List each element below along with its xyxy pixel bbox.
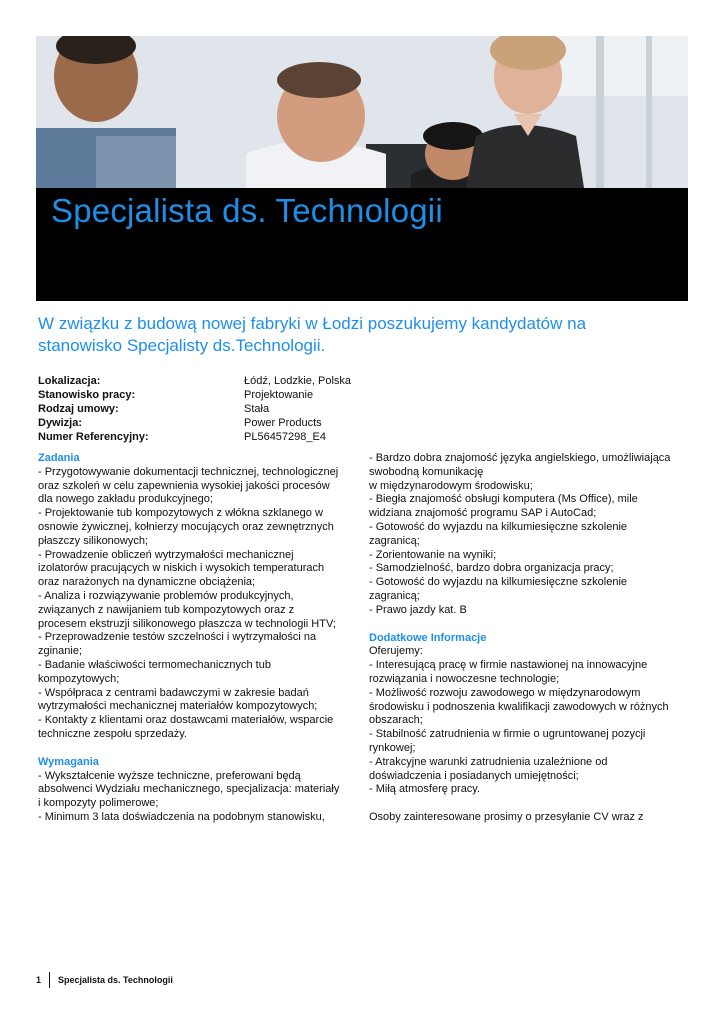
text-line: swobodną komunikację (369, 465, 484, 478)
footer-title: Specjalista ds. Technologii (58, 975, 173, 985)
job-detail-value: Projektowanie (244, 389, 314, 401)
text-line: techniczne zespołu sprzedaży. (38, 727, 187, 740)
job-details-table (38, 374, 351, 444)
text-line: - Wykształcenie wyższe techniczne, preferowani będą (38, 769, 301, 782)
text-line: rynkowej; (369, 741, 416, 754)
footer-divider (49, 972, 50, 988)
right-column (369, 452, 669, 825)
text-line: osnowie żywicznej, kołnierzy mocujących oraz zewnętrznych (38, 520, 334, 533)
lead-paragraph: W związku z budową nowej fabryki w Łodzi poszukujemy kandydatów na stanowisko Specjalisty ds.Technologii. (38, 314, 587, 355)
text-line: procesem ekstruzji silikonowego płaszcza w technologii HTV; (38, 617, 336, 630)
text-line: zginanie; (38, 645, 83, 658)
text-line: - Gotowość do wyjazdu na kilkumiesięczne szkolenie (369, 576, 628, 589)
job-detail-value: Stała (244, 403, 270, 415)
text-line: - Samodzielność, bardzo dobra organizacja pracy; (369, 562, 614, 575)
text-line: oraz narażonych na dynamiczne obciążenia; (38, 576, 256, 589)
closing-text: Osoby zainteresowane prosimy o przesyłanie CV wraz z (369, 811, 644, 824)
text-line: kompozytowych; (38, 672, 120, 685)
text-line: absolwenci Wydziału mechanicznego, specjalizacja: materiały (38, 783, 340, 796)
text-line: - Gotowość do wyjazdu na kilkumiesięczne szkolenie (369, 520, 628, 533)
text-line: zagranicą; (369, 589, 420, 602)
section-heading-zadania: Zadania (38, 452, 80, 464)
page-title: Specjalista ds. Technologii (51, 192, 443, 229)
text-line: wytrzymałości mechanicznej materiałów kompozytowych; (38, 700, 318, 713)
job-detail-label: Numer Referencyjny: (38, 431, 149, 443)
job-detail-label: Stanowisko pracy: (38, 389, 136, 401)
text-line: - Minimum 3 lata doświadczenia na podobnym stanowisku, (38, 810, 325, 823)
team-photo-illustration (36, 36, 688, 188)
job-detail-row (38, 374, 351, 388)
text-line: - Badanie właściwości termomechanicznych tub (38, 658, 271, 671)
page-footer (36, 972, 173, 988)
job-detail-row (38, 388, 351, 402)
text-line: - Analiza i rozwiązywanie problemów produkcyjnych, (38, 589, 294, 602)
section-heading-dodatkowe: Dodatkowe Informacje (369, 631, 487, 644)
text-line: dla nowego zakładu produkcyjnego; (38, 493, 213, 506)
text-line: - Prawo jazdy kat. B (369, 603, 467, 616)
text-line: związanych z nawijaniem tub kompozytowych oraz z (38, 603, 295, 616)
job-detail-label: Dywizja: (38, 417, 83, 429)
text-line: - Biegła znajomość obsługi komputera (Ms Office), mile (369, 493, 638, 506)
text-line: Oferujemy: (369, 645, 423, 658)
text-line: - Kontakty z klientami oraz dostawcami materiałów, wsparcie (38, 714, 334, 727)
left-column (38, 452, 338, 825)
text-line: obszarach; (369, 714, 423, 727)
dodatkowe-list (369, 645, 669, 797)
job-detail-value: PL56457298_E4 (244, 431, 326, 443)
text-line: - Miłą atmosferę pracy. (369, 783, 481, 796)
text-line: widziana znajomość programu SAP i AutoCad; (369, 507, 597, 520)
text-line: środowisku i podnoszenia kwalifikacji zawodowych w różnych (369, 700, 669, 713)
text-line: - Współpraca z centrami badawczymi w zakresie badań (38, 686, 309, 699)
wymagania-list (38, 770, 338, 825)
text-line: - Prowadzenie obliczeń wytrzymałości mechanicznej (38, 548, 294, 561)
job-detail-label: Rodzaj umowy: (38, 403, 119, 415)
job-detail-row (38, 416, 351, 430)
text-line: - Atrakcyjne warunki zatrudnienia uzależnione od (369, 755, 608, 768)
header-photo (36, 36, 688, 188)
text-line: - Stabilność zatrudnienia w firmie o ugruntowanej pozycji (369, 728, 646, 741)
section-heading-wymagania: Wymagania (38, 755, 99, 768)
text-line: - Bardzo dobra znajomość języka angielskiego, umożliwiająca (369, 452, 671, 464)
wymagania-continued-list (369, 452, 669, 618)
text-line: - Przygotowywanie dokumentacji technicznej, technologicznej (38, 465, 339, 478)
text-line: płaszczy silikonowych; (38, 534, 149, 547)
page-number: 1 (36, 975, 42, 985)
text-line: - Możliwość rozwoju zawodowego w międzynarodowym (369, 686, 641, 699)
job-detail-row (38, 430, 351, 444)
text-line: oraz szkoleń w celu zapewnienia wysokiej jakości procesów (38, 479, 330, 492)
text-line: - Projektowanie tub kompozytowych z włókna szklanego w (38, 507, 323, 520)
job-detail-row (38, 402, 351, 416)
text-line: - Zorientowanie na wyniki; (369, 548, 497, 561)
job-detail-value: Power Products (244, 417, 322, 429)
text-line: w międzynarodowym środowisku; (369, 479, 533, 492)
hero-banner (36, 36, 688, 301)
text-line: zagranicą; (369, 534, 420, 547)
text-line: - Przeprowadzenie testów szczelności i wytrzymałości na (38, 631, 317, 644)
text-line: rozwiązania i nowoczesne technologie; (369, 672, 560, 685)
text-line: izolatorów pracujących w niskich i wysokich temperaturach (38, 562, 325, 575)
text-line: i kompozyty polimerowe; (38, 797, 159, 810)
zadania-list (38, 466, 338, 742)
text-line: - Interesującą pracę w firmie nastawionej na innowacyjne (369, 659, 648, 672)
job-detail-label: Lokalizacja: (38, 375, 101, 387)
text-line: doświadczenia i posiadanych umiejętności; (369, 769, 579, 782)
job-detail-value: Łódź, Lodzkie, Polska (244, 375, 352, 387)
